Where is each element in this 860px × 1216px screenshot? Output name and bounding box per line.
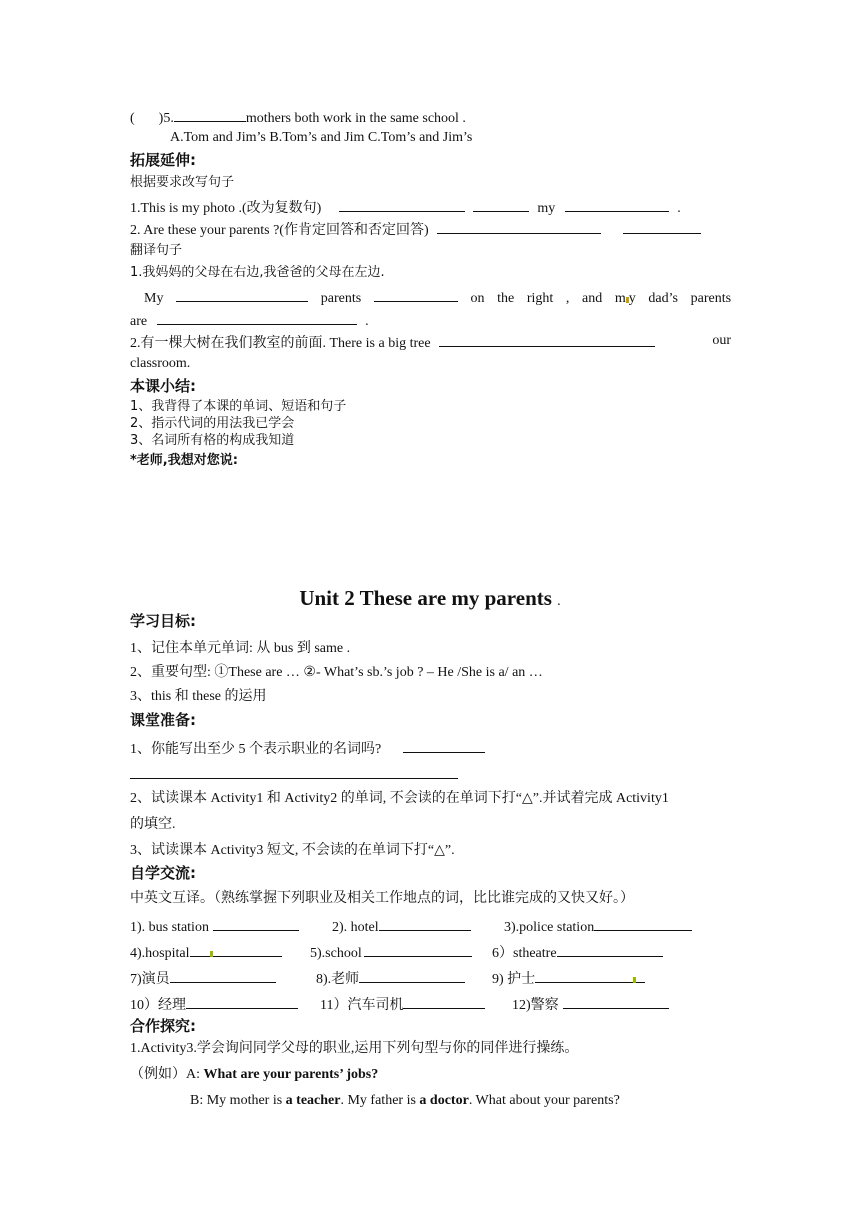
translate-1-cont	[130, 310, 369, 331]
dialogue-b-prefix: B: My mother is	[190, 1093, 286, 1108]
translate-1-end: .	[365, 314, 369, 329]
q5-number: )5.	[158, 111, 174, 126]
translate-1-my: My	[144, 291, 164, 306]
prep-q1-blank[interactable]	[403, 738, 485, 753]
vocab-5-blank[interactable]	[364, 942, 472, 957]
goal-2: 2、重要句型: ①These are … ②- What’s sb.’s job ? – He /She is a/ an …	[130, 665, 543, 680]
vocab-1-blank[interactable]	[213, 916, 299, 931]
dialogue-b	[190, 1092, 620, 1110]
rewrite-1-blank-a[interactable]	[339, 197, 465, 212]
vocab-3-blank[interactable]	[594, 916, 692, 931]
vocab-11: 11）汽车司机	[320, 998, 404, 1013]
dialogue-b-job2: a doctor	[419, 1093, 469, 1108]
translate-2-our: our	[712, 333, 731, 348]
rewrite-title: 根据要求改写句子	[130, 175, 235, 190]
rewrite-1	[130, 197, 681, 218]
vocab-row-4	[130, 994, 559, 1015]
translate-1-are: are	[130, 314, 148, 329]
vocab-5: 5).school	[310, 946, 362, 961]
q5-options: A.Tom and Jim’s B.Tom’s and Jim C.Tom’s and Jim’s	[170, 130, 473, 145]
summary-item-3: 3、名词所有格的构成我知道	[130, 433, 295, 448]
vocab-9-blank[interactable]	[535, 968, 645, 983]
vocab-7-blank[interactable]	[170, 968, 276, 983]
translate-1-dad: y dad’s parents	[628, 291, 732, 306]
unit-title-dot: .	[557, 594, 561, 609]
rewrite-1-blank-b[interactable]	[473, 197, 529, 212]
vocab-6: 6）stheatre	[492, 946, 557, 961]
prep-heading: 课堂准备:	[130, 711, 196, 729]
rewrite-1-my: my	[537, 201, 556, 216]
self-study-heading: 自学交流:	[130, 864, 196, 882]
vocab-2: 2). hotel	[332, 920, 379, 935]
vocab-12-blank[interactable]	[563, 994, 669, 1009]
dialogue-b-mid: . My father is	[340, 1093, 420, 1108]
goal-3: 3、this 和 these 的运用	[130, 689, 267, 704]
coop-intro: 1.Activity3.学会询问同学父母的职业,运用下列句型与你的同伴进行操练。	[130, 1041, 579, 1056]
summary-item-1: 1、我背得了本课的单词、短语和句子	[130, 399, 347, 414]
prep-q2-line1: 2、试读课本 Activity1 和 Activity2 的单词, 不会读的在单词下打“△”.并试着完成 Activity1	[130, 791, 669, 806]
vocab-10: 10）经理	[130, 998, 186, 1013]
self-study-intro: 中英文互译。（熟练掌握下列职业及相关工作地点的词，比比谁完成的又快又好。）	[130, 891, 634, 906]
rewrite-2	[130, 219, 701, 240]
summary-heading: 本课小结:	[130, 377, 196, 395]
dialogue-a-prefix: （例如）A:	[130, 1067, 204, 1082]
translate-1-parents: parents	[320, 291, 362, 306]
prep-q3: 3、试读课本 Activity3 短文, 不会读的在单词下打“△”.	[130, 843, 455, 858]
question-5	[130, 107, 466, 128]
q5-blank[interactable]	[174, 107, 246, 122]
highlight-mark	[633, 977, 636, 983]
translate-title: 翻译句子	[130, 243, 183, 258]
extension-heading: 拓展延伸:	[130, 151, 196, 169]
prep-q2-line2: 的填空.	[130, 817, 176, 832]
vocab-9: 9) 护士	[492, 972, 536, 987]
vocab-4: 4).hospital	[130, 946, 190, 961]
rewrite-2-blank-b[interactable]	[623, 219, 701, 234]
prep-q1-text: 1、你能写出至少 5 个表示职业的名词吗?	[130, 742, 382, 757]
q5-text: mothers both work in the same school .	[245, 111, 466, 126]
translate-1-right: on the right , and m	[470, 291, 626, 306]
vocab-2-blank[interactable]	[379, 916, 471, 931]
goal-1: 1、记住本单元单词: 从 bus 到 same .	[130, 641, 351, 656]
vocab-12: 12)警察	[512, 998, 559, 1013]
prep-q1-answer-line[interactable]	[130, 778, 458, 779]
translate-1-blank-c[interactable]	[157, 310, 357, 325]
teacher-note-label: *老师,我想对您说:	[130, 453, 238, 468]
vocab-4-blank[interactable]	[190, 942, 282, 957]
vocab-row-3	[130, 968, 536, 989]
vocab-7: 7)演员	[130, 972, 170, 987]
translate-1-blank-b[interactable]	[374, 287, 458, 302]
q5-paren-open: (	[130, 111, 135, 126]
unit-title-text: Unit 2 These are my parents	[299, 586, 552, 610]
vocab-row-1	[130, 916, 595, 937]
vocab-1: 1). bus station	[130, 920, 209, 935]
vocab-8-blank[interactable]	[359, 968, 465, 983]
rewrite-2-blank-a[interactable]	[437, 219, 601, 234]
translate-2-blank[interactable]	[439, 332, 655, 347]
translate-2-prompt: 2.有一棵大树在我们教室的前面. There is a big tree	[130, 336, 431, 351]
rewrite-1-prompt: 1.This is my photo .(改为复数句)	[130, 201, 322, 216]
translate-1-english	[130, 287, 731, 308]
goals-heading: 学习目标:	[130, 612, 196, 630]
vocab-10-blank[interactable]	[186, 994, 298, 1009]
dialogue-b-job1: a teacher	[285, 1093, 341, 1108]
coop-heading: 合作探究:	[130, 1017, 196, 1035]
vocab-3: 3).police station	[504, 920, 595, 935]
highlight-mark	[210, 951, 213, 957]
vocab-8: 8).老师	[316, 972, 360, 987]
translate-1-blank-a[interactable]	[176, 287, 308, 302]
rewrite-1-blank-c[interactable]	[565, 197, 669, 212]
vocab-row-2	[130, 942, 557, 963]
unit-title	[0, 586, 860, 611]
translate-1-chinese: 1.我妈妈的父母在右边,我爸爸的父母在左边.	[130, 265, 385, 280]
dialogue-a	[130, 1066, 378, 1084]
vocab-6-blank[interactable]	[557, 942, 663, 957]
translate-2-classroom: classroom.	[130, 356, 191, 371]
vocab-11-blank[interactable]	[403, 994, 485, 1009]
summary-item-2: 2、指示代词的用法我已学会	[130, 416, 295, 431]
dialogue-a-question: What are your parents’ jobs?	[203, 1067, 379, 1082]
translate-2	[130, 332, 731, 353]
rewrite-2-prompt: 2. Are these your parents ?(作肯定回答和否定回答)	[130, 223, 429, 238]
rewrite-1-end: .	[677, 201, 681, 216]
prep-q1	[130, 738, 485, 759]
dialogue-b-end: . What about your parents?	[468, 1093, 620, 1108]
